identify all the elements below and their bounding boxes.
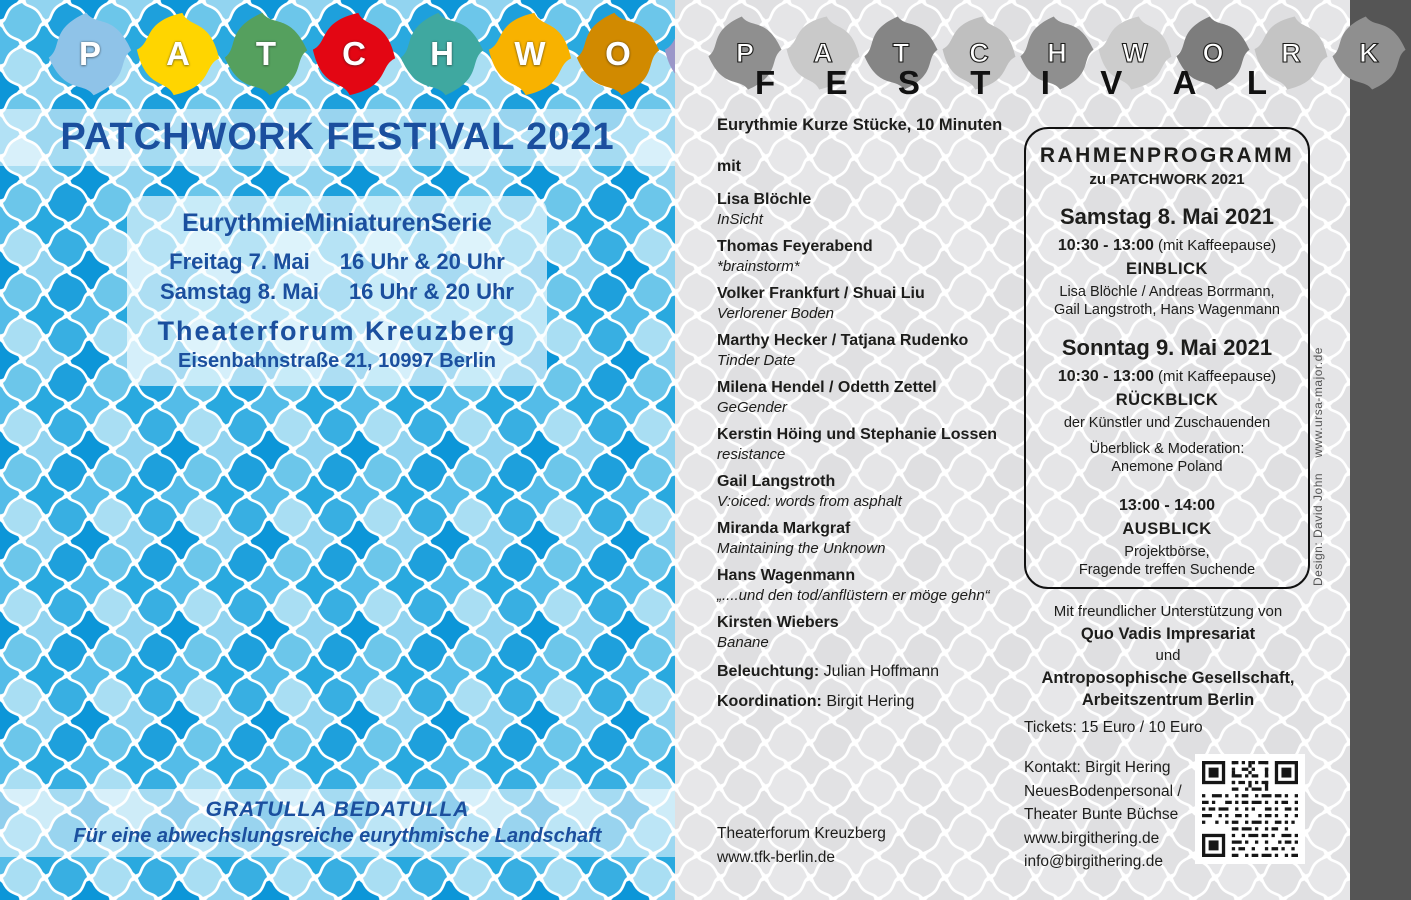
patch-letter: W: [1122, 37, 1148, 68]
performance-title: GeGender: [717, 399, 788, 416]
performer-name: Marthy Hecker / Tatjana Rudenko: [717, 332, 969, 349]
qr-code-image: [1202, 761, 1298, 857]
patch-letter: H: [430, 35, 454, 72]
series-title: EurythmieMiniaturenSerie: [182, 209, 492, 237]
supporter-name: Arbeitszentrum Berlin: [1081, 691, 1255, 709]
performer-name: Hans Wagenmann: [717, 567, 856, 584]
rahmenprogramm-title: RAHMENPROGRAMM: [1039, 144, 1295, 167]
footer-motto: GRATULLA BEDATULLA: [205, 798, 470, 821]
tickets-info: Tickets: 15 Euro / 10 Euro: [1024, 719, 1203, 736]
festival-letter-row: [755, 64, 1267, 102]
venue-address: Eisenbahnstraße 21, 10997 Berlin: [178, 350, 496, 372]
patch-letter: O: [605, 35, 631, 72]
program-column: [717, 115, 1027, 712]
session-time: [1034, 496, 1300, 515]
patchwork-letter-row: [46, 10, 653, 98]
right-panel: [675, 0, 1379, 900]
credit-label: Beleuchtung:: [717, 663, 820, 680]
patch-letter: P: [78, 35, 101, 72]
festival-letter: S: [897, 64, 920, 101]
performer-entry: [717, 425, 1027, 464]
performer-entry: [717, 613, 1027, 652]
patch-diamond-c: [310, 10, 398, 98]
footer-subtitle: Für eine abwechslungsreiche eurythmische Landschaft: [73, 825, 602, 847]
performer-entry: [717, 566, 1027, 605]
contact-name: Kontakt: Birgit Hering: [1024, 759, 1171, 776]
performer-name: Kirsten Wiebers: [717, 614, 839, 631]
patch-diamond-w: [486, 10, 574, 98]
patch-letter: K: [1359, 37, 1379, 68]
program-mit: mit: [717, 158, 741, 175]
detail-line: der Künstler und Zuschauenden: [1063, 415, 1271, 431]
support-intro: Mit freundlicher Unterstützung von: [1053, 603, 1283, 620]
contact-url: www.birgithering.de: [1024, 829, 1160, 847]
supporter-name: Antroposophische Gesellschaft,: [1041, 669, 1295, 687]
credit-value: Birgit Hering: [821, 693, 915, 710]
venue-name: Theaterforum Kreuzberg: [717, 825, 886, 842]
performer-entry: [717, 519, 1027, 558]
support-und: und: [1155, 647, 1181, 664]
festival-letter: I: [1040, 64, 1050, 101]
performer-name: Thomas Feyerabend: [717, 238, 873, 255]
performer-entry: [717, 190, 1027, 229]
detail-line: Anemone Poland: [1111, 459, 1223, 475]
patch-diamond-a: [134, 10, 222, 98]
performer-name: Miranda Markgraf: [717, 520, 851, 537]
time-range: 10:30 - 13:00: [1057, 237, 1154, 254]
performer-name: Volker Frankfurt / Shuai Liu: [717, 285, 925, 302]
patch-letter: A: [166, 35, 190, 72]
rahmenprogramm-box: [1024, 127, 1310, 589]
performance-title: resistance: [717, 446, 786, 463]
patch-letter: P: [735, 37, 754, 68]
patch-letter: C: [969, 37, 989, 68]
performance-title: V:oiced: words from asphalt: [717, 493, 902, 510]
performer-entry: [717, 331, 1027, 370]
support-block: [1013, 601, 1323, 711]
contact-email: info@birgithering.de: [1024, 853, 1163, 870]
festival-letter: L: [1246, 64, 1267, 101]
patch-diamond-k: [1330, 14, 1408, 92]
time-label: 16 Uhr & 20 Uhr: [348, 279, 514, 304]
performer-entry: [717, 237, 1027, 276]
patch-diamond-o: [574, 10, 662, 98]
detail-line: Überblick & Moderation:: [1089, 441, 1245, 457]
credit-label: Koordination:: [717, 693, 822, 710]
patch-diamond-t: [222, 10, 310, 98]
session-day: Samstag 8. Mai 2021: [1059, 204, 1274, 229]
performer-name: Kerstin Höing und Stephanie Lossen: [717, 426, 998, 443]
coordination-credit: [717, 692, 1027, 712]
date-label: Samstag 8. Mai: [159, 279, 319, 304]
time-range: 10:30 - 13:00: [1057, 368, 1154, 385]
contact-org: Theater Bunte Büchse: [1024, 806, 1179, 823]
detail-line: Gail Langstroth, Hans Wagenmann: [1054, 302, 1280, 318]
detail-line: Fragende treffen Suchende: [1078, 562, 1256, 578]
venue-block: [717, 822, 886, 870]
patch-letter: T: [892, 37, 910, 68]
design-credit: Design: David John www.ursa-major.de: [1311, 347, 1325, 586]
festival-letter: A: [1172, 64, 1197, 101]
patch-letter: R: [1281, 37, 1301, 68]
performance-title: Maintaining the Unknown: [717, 540, 886, 557]
contact-org: NeuesBodenpersonal /: [1024, 782, 1182, 800]
session-time: [1034, 367, 1300, 386]
patch-letter: T: [255, 35, 277, 72]
supporter-name: Quo Vadis Impresariat: [1080, 625, 1256, 643]
time-note: (mit Kaffeepause): [1158, 368, 1277, 385]
rahmenprogramm-subtitle: zu PATCHWORK 2021: [1089, 171, 1245, 188]
credit-value: Julian Hoffmann: [819, 663, 939, 680]
festival-letter: F: [755, 64, 776, 101]
patch-diamond-p: [46, 10, 134, 98]
detail-line: Projektbörse,: [1124, 544, 1210, 560]
session-name: AUSBLICK: [1122, 520, 1212, 538]
performance-title: Tinder Date: [717, 352, 796, 369]
detail-line: Lisa Blöchle / Andreas Borrmann,: [1059, 284, 1275, 300]
program-heading: Eurythmie Kurze Stücke, 10 Minuten: [717, 116, 1003, 134]
venue-name: Theaterforum Kreuzberg: [157, 316, 517, 346]
lighting-credit: [717, 662, 1027, 682]
venue-url: www.tfk-berlin.de: [717, 849, 836, 866]
performance-title: Verlorener Boden: [717, 305, 835, 322]
left-footer-band: [0, 789, 675, 857]
patch-letter: A: [813, 37, 833, 68]
patch-diamond-h: [398, 10, 486, 98]
session-time: [1034, 236, 1300, 255]
performer-name: Lisa Blöchle: [717, 191, 812, 208]
performance-title: Banane: [717, 634, 769, 651]
patch-letter: C: [342, 35, 366, 72]
performer-entry: [717, 284, 1027, 323]
time-label: 16 Uhr & 20 Uhr: [339, 249, 505, 274]
performance-title: „....und den tod/anflüstern er möge gehn“: [717, 587, 990, 604]
performer-entry: [717, 472, 1027, 511]
festival-letter: T: [970, 64, 991, 101]
performer-entry: [717, 378, 1027, 417]
session-name: EINBLICK: [1126, 260, 1208, 278]
title-band: [0, 109, 675, 166]
session-details: [1034, 543, 1300, 579]
festival-letter: V: [1100, 64, 1123, 101]
date-row-saturday: [160, 277, 514, 307]
left-panel: [0, 0, 675, 900]
session-name: RÜCKBLICK: [1115, 391, 1219, 409]
time-range: 13:00 - 14:00: [1118, 497, 1216, 514]
event-info-box: [127, 196, 547, 386]
contact-block: [1024, 756, 1182, 874]
time-note: (mit Kaffeepause): [1158, 237, 1277, 254]
date-label: Freitag 7. Mai: [169, 249, 310, 274]
performance-title: InSicht: [717, 211, 763, 228]
date-row-friday: [169, 247, 505, 277]
session-day: Sonntag 9. Mai 2021: [1061, 335, 1273, 360]
patch-letter: W: [514, 35, 546, 72]
performance-title: *brainstorm*: [717, 258, 800, 275]
qr-code: [1195, 754, 1305, 864]
poster-title: PATCHWORK FESTIVAL 2021: [60, 116, 615, 158]
patch-letter: H: [1047, 37, 1067, 68]
performer-name: Gail Langstroth: [717, 473, 836, 490]
session-details: [1034, 283, 1300, 319]
session-details: [1034, 414, 1300, 476]
performer-name: Milena Hendel / Odetth Zettel: [717, 379, 937, 396]
patch-letter: O: [1202, 37, 1224, 68]
festival-letter: E: [825, 64, 848, 101]
